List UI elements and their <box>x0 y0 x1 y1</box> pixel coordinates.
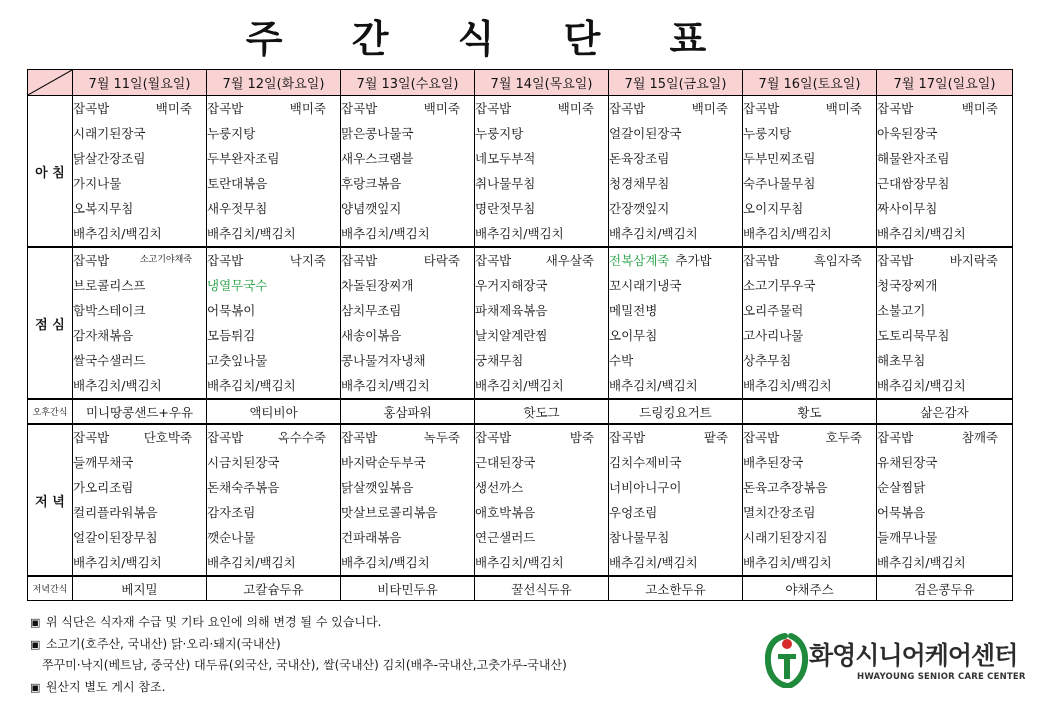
rice-porridge-line <box>877 425 1012 450</box>
menu-item: 냉열무국수 <box>207 278 268 293</box>
rice-porridge-line <box>73 425 206 450</box>
rice-porridge-line <box>475 425 608 450</box>
menu-item: 짜사이무침 <box>877 201 938 216</box>
day-header: 7월 17일(일요일) <box>877 70 1013 96</box>
snack-cell: 꿀선식두유 <box>475 576 609 601</box>
snack-cell: 검은콩두유 <box>877 576 1013 601</box>
snack-cell: 미니땅콩샌드+우유 <box>73 399 207 424</box>
menu-item: 네모두부적 <box>475 151 536 166</box>
menu-item: 두부민찌조림 <box>743 151 816 166</box>
menu-item: 백미죽 <box>423 101 460 116</box>
meal-label-breakfast: 아 침 <box>28 96 73 248</box>
menu-item: 잡곡밥 <box>73 430 110 445</box>
menu-item: 배추김치/백김치 <box>743 226 832 241</box>
rice-porridge-line <box>73 96 206 121</box>
menu-item: 잡곡밥 <box>207 430 244 445</box>
menu-item: 잡곡밥 <box>877 253 914 268</box>
rice-porridge-line <box>609 248 742 273</box>
meal-cell <box>475 247 609 399</box>
menu-item: 간장깻잎지 <box>609 201 670 216</box>
menu-item: 어묵볶음 <box>877 505 926 520</box>
menu-item: 바지락순두부국 <box>341 455 426 470</box>
menu-item: 상추무침 <box>743 353 792 368</box>
bullet-icon: ▣ <box>30 616 41 629</box>
menu-item: 시금치된장국 <box>207 455 280 470</box>
menu-item: 배추김치/백김치 <box>341 555 430 570</box>
menu-item: 누룽지탕 <box>475 126 524 141</box>
menu-item: 잡곡밥 <box>743 101 780 116</box>
menu-item: 너비아니구이 <box>609 480 682 495</box>
menu-item: 잡곡밥 <box>341 101 378 116</box>
menu-item: 수박 <box>609 353 634 368</box>
menu-item: 배추김치/백김치 <box>877 555 966 570</box>
menu-item: 참나물무침 <box>609 530 670 545</box>
menu-item: 오복지무침 <box>73 201 134 216</box>
menu-item: 팥죽 <box>703 430 728 445</box>
menu-item: 소고기야채죽 <box>139 255 192 265</box>
menu-item: 백미죽 <box>155 101 192 116</box>
menu-item: 배추김치/백김치 <box>475 555 564 570</box>
menu-item: 해초무침 <box>877 353 926 368</box>
snack-cell: 야채주스 <box>743 576 877 601</box>
menu-item: 단호박죽 <box>143 430 192 445</box>
menu-item: 후랑크볶음 <box>341 176 402 191</box>
menu-item: 컬리플라워볶음 <box>73 505 158 520</box>
menu-item: 흑임자죽 <box>813 253 862 268</box>
meal-cell <box>877 424 1013 576</box>
menu-item: 배추김치/백김치 <box>877 226 966 241</box>
menu-item: 감자조림 <box>207 505 256 520</box>
lunch-row <box>28 247 1013 399</box>
menu-item: 배추김치/백김치 <box>341 226 430 241</box>
menu-item: 배추김치/백김치 <box>475 378 564 393</box>
snack-label-afternoon: 오후간식 <box>28 399 73 424</box>
menu-item: 잡곡밥 <box>609 430 646 445</box>
meal-cell <box>609 247 743 399</box>
menu-item: 숙주나물무침 <box>743 176 816 191</box>
rice-porridge-line <box>609 425 742 450</box>
center-logo <box>765 632 1026 690</box>
hy-logo-icon <box>765 632 809 688</box>
menu-item: 백미죽 <box>289 101 326 116</box>
menu-item: 맛살브로콜리볶음 <box>341 505 438 520</box>
meal-cell <box>341 96 475 248</box>
menu-item: 배추김치/백김치 <box>475 226 564 241</box>
menu-item: 전복삼계죽 <box>609 253 670 268</box>
menu-item: 들깨무나물 <box>877 530 938 545</box>
menu-item: 얼갈이된장국 <box>609 126 682 141</box>
note-line: ▣ 소고기(호주산, 국내산) 닭·오리·돼지(국내산) <box>30 634 567 656</box>
menu-item: 오리주물럭 <box>743 303 804 318</box>
snack-cell: 고소한두유 <box>609 576 743 601</box>
menu-item: 잡곡밥 <box>475 253 512 268</box>
note-line: ▣ 원산지 별도 게시 참조. <box>30 677 567 699</box>
menu-item: 소고기무우국 <box>743 278 816 293</box>
day-header: 7월 16일(토요일) <box>743 70 877 96</box>
menu-item: 돈육고추장볶음 <box>743 480 828 495</box>
meal-cell <box>877 247 1013 399</box>
menu-item: 배추김치/백김치 <box>609 555 698 570</box>
menu-item: 함박스테이크 <box>73 303 146 318</box>
menu-item: 파채제육볶음 <box>475 303 548 318</box>
menu-item: 밤죽 <box>569 430 594 445</box>
menu-item: 애호박볶음 <box>475 505 536 520</box>
menu-item: 두부완자조림 <box>207 151 280 166</box>
menu-item: 가오리조림 <box>73 480 134 495</box>
menu-item: 잡곡밥 <box>207 101 244 116</box>
menu-item: 호두죽 <box>825 430 862 445</box>
menu-item: 참깨죽 <box>961 430 998 445</box>
menu-item: 꼬시래기냉국 <box>609 278 682 293</box>
menu-item: 잡곡밥 <box>609 101 646 116</box>
menu-item: 시래기된장국 <box>73 126 146 141</box>
menu-item: 김치수제비국 <box>609 455 682 470</box>
menu-item: 닭살간장조림 <box>73 151 146 166</box>
menu-item: 잡곡밥 <box>341 430 378 445</box>
menu-item: 유채된장국 <box>877 455 938 470</box>
menu-item: 얼갈이된장무침 <box>73 530 158 545</box>
meal-cell <box>877 96 1013 248</box>
menu-item: 차돌된장찌개 <box>341 278 414 293</box>
menu-item: 잡곡밥 <box>73 101 110 116</box>
menu-item: 백미죽 <box>961 101 998 116</box>
menu-item: 날치알계란찜 <box>475 328 548 343</box>
menu-item: 배추김치/백김치 <box>743 555 832 570</box>
snack-cell: 황도 <box>743 399 877 424</box>
menu-item: 깻순나물 <box>207 530 256 545</box>
menu-item: 브로콜리스프 <box>73 278 146 293</box>
menu-item: 명란젓무침 <box>475 201 536 216</box>
meal-cell <box>73 424 207 576</box>
menu-item: 잡곡밥 <box>207 253 244 268</box>
rice-porridge-line <box>475 248 608 273</box>
dinner-row <box>28 424 1013 576</box>
day-header: 7월 11일(월요일) <box>73 70 207 96</box>
menu-item: 쌀국수샐러드 <box>73 353 146 368</box>
menu-item: 배추김치/백김치 <box>609 378 698 393</box>
menu-item: 근대쌈장무침 <box>877 176 950 191</box>
menu-item: 오이무침 <box>609 328 658 343</box>
menu-item: 추가밥 <box>675 253 712 268</box>
menu-item: 감자채볶음 <box>73 328 134 343</box>
snack-cell: 베지밀 <box>73 576 207 601</box>
menu-item: 잡곡밥 <box>877 430 914 445</box>
meal-cell <box>341 247 475 399</box>
corner-cell <box>28 70 73 96</box>
menu-item: 새송이볶음 <box>341 328 402 343</box>
rice-porridge-line <box>341 248 474 273</box>
menu-item: 생선까스 <box>475 480 524 495</box>
menu-item: 들깨무채국 <box>73 455 134 470</box>
rice-porridge-line <box>207 96 340 121</box>
menu-item: 가지나물 <box>73 176 122 191</box>
menu-item: 배추김치/백김치 <box>73 226 162 241</box>
menu-item: 청경채무침 <box>609 176 670 191</box>
meal-cell <box>743 247 877 399</box>
logo-subtitle: HWAYOUNG SENIOR CARE CENTER <box>857 672 1026 682</box>
menu-item: 순살찜닭 <box>877 480 926 495</box>
menu-item: 배추김치/백김치 <box>207 555 296 570</box>
menu-item: 백미죽 <box>691 101 728 116</box>
snack-label-evening: 저녁간식 <box>28 576 73 601</box>
menu-item: 잡곡밥 <box>475 430 512 445</box>
menu-item: 배추김치/백김치 <box>743 378 832 393</box>
meal-cell <box>743 424 877 576</box>
menu-item: 모듬튀김 <box>207 328 256 343</box>
meal-cell <box>73 247 207 399</box>
meal-cell <box>609 424 743 576</box>
rice-porridge-line <box>743 96 876 121</box>
menu-item: 우엉조림 <box>609 505 658 520</box>
menu-item: 근대된장국 <box>475 455 536 470</box>
menu-item: 해물완자조림 <box>877 151 950 166</box>
menu-item: 누룽지탕 <box>743 126 792 141</box>
menu-item: 새우살죽 <box>545 253 594 268</box>
weekly-menu-table <box>27 69 1013 601</box>
menu-item: 타락죽 <box>423 253 460 268</box>
snack-cell: 고칼슘두유 <box>207 576 341 601</box>
menu-item: 고사리나물 <box>743 328 804 343</box>
menu-item: 양념깻잎지 <box>341 201 402 216</box>
menu-item: 잡곡밥 <box>73 253 110 268</box>
menu-item: 연근샐러드 <box>475 530 536 545</box>
menu-item: 배추김치/백김치 <box>341 378 430 393</box>
menu-item: 잡곡밥 <box>877 101 914 116</box>
menu-item: 잡곡밥 <box>743 253 780 268</box>
menu-item: 어묵볶이 <box>207 303 256 318</box>
rice-porridge-line <box>609 96 742 121</box>
menu-item: 배추김치/백김치 <box>73 378 162 393</box>
meal-cell <box>475 424 609 576</box>
note-line: ▣ 위 식단은 식자재 수급 및 기타 요인에 의해 변경 될 수 있습니다. <box>30 612 567 634</box>
menu-item: 취나물무침 <box>475 176 536 191</box>
meal-cell <box>73 96 207 248</box>
snack-cell: 액티비아 <box>207 399 341 424</box>
menu-item: 배추김치/백김치 <box>609 226 698 241</box>
day-header: 7월 14일(목요일) <box>475 70 609 96</box>
snack-cell: 비타민두유 <box>341 576 475 601</box>
afternoon-snack-row <box>28 399 1013 424</box>
menu-item: 백미죽 <box>825 101 862 116</box>
snack-cell: 홍삼파워 <box>341 399 475 424</box>
menu-item: 우거지해장국 <box>475 278 548 293</box>
note-line: 쭈꾸미·낙지(베트남, 중국산) 대두류(외국산, 국내산), 쌀(국내산) 김치(배추-국내산,고춧가루-국내산) <box>42 658 567 672</box>
logo-name: 화영시니어케어센터 <box>809 641 1018 670</box>
meal-cell <box>341 424 475 576</box>
meal-cell <box>743 96 877 248</box>
menu-item: 백미죽 <box>557 101 594 116</box>
rice-porridge-line <box>475 96 608 121</box>
menu-item: 맑은콩나물국 <box>341 126 414 141</box>
menu-item: 고춧잎나물 <box>207 353 268 368</box>
rice-porridge-line <box>743 425 876 450</box>
day-header: 7월 13일(수요일) <box>341 70 475 96</box>
menu-item: 멸치간장조림 <box>743 505 816 520</box>
menu-item: 돈육장조림 <box>609 151 670 166</box>
snack-cell: 삶은감자 <box>877 399 1013 424</box>
rice-porridge-line <box>341 96 474 121</box>
snack-cell: 핫도그 <box>475 399 609 424</box>
menu-item: 잡곡밥 <box>341 253 378 268</box>
menu-item: 건파래볶음 <box>341 530 402 545</box>
rice-porridge-line <box>877 96 1012 121</box>
rice-porridge-line <box>743 248 876 273</box>
menu-item: 새우젓무침 <box>207 201 268 216</box>
evening-snack-row <box>28 576 1013 601</box>
menu-item: 누룽지탕 <box>207 126 256 141</box>
breakfast-row <box>28 96 1013 248</box>
meal-label-dinner: 저 녁 <box>28 424 73 576</box>
menu-item: 메밀전병 <box>609 303 658 318</box>
menu-item: 바지락죽 <box>949 253 998 268</box>
menu-item: 녹두죽 <box>423 430 460 445</box>
meal-cell <box>207 96 341 248</box>
rice-porridge-line <box>207 425 340 450</box>
menu-item: 옥수수죽 <box>277 430 326 445</box>
bullet-icon: ▣ <box>30 680 41 694</box>
menu-item: 콩나물겨자냉채 <box>341 353 426 368</box>
menu-item: 소불고기 <box>877 303 926 318</box>
bullet-icon: ▣ <box>30 637 41 651</box>
day-header: 7월 15일(금요일) <box>609 70 743 96</box>
menu-item: 돈채숙주볶음 <box>207 480 280 495</box>
menu-item: 아욱된장국 <box>877 126 938 141</box>
menu-item: 오이지무침 <box>743 201 804 216</box>
meal-label-lunch: 점 심 <box>28 247 73 399</box>
menu-item: 배추된장국 <box>743 455 804 470</box>
menu-item: 배추김치/백김치 <box>877 378 966 393</box>
menu-item: 닭살깻잎볶음 <box>341 480 414 495</box>
snack-cell: 드링킹요거트 <box>609 399 743 424</box>
menu-item: 잡곡밥 <box>475 101 512 116</box>
meal-cell <box>609 96 743 248</box>
menu-item: 삼치무조림 <box>341 303 402 318</box>
meal-cell <box>207 424 341 576</box>
menu-item: 새우스크램블 <box>341 151 414 166</box>
menu-item: 도토리묵무침 <box>877 328 950 343</box>
day-header: 7월 12일(화요일) <box>207 70 341 96</box>
meal-cell <box>207 247 341 399</box>
notes <box>30 612 567 698</box>
menu-item: 낙지죽 <box>289 253 326 268</box>
rice-porridge-line <box>341 425 474 450</box>
menu-item: 궁채무침 <box>475 353 524 368</box>
rice-porridge-line <box>207 248 340 273</box>
menu-item: 배추김치/백김치 <box>207 378 296 393</box>
meal-cell <box>475 96 609 248</box>
rice-porridge-line <box>877 248 1012 273</box>
menu-item: 잡곡밥 <box>743 430 780 445</box>
menu-item: 배추김치/백김치 <box>207 226 296 241</box>
menu-item: 토란대볶음 <box>207 176 268 191</box>
rice-porridge-line <box>73 248 206 273</box>
page-title: 주 간 식 단 표 <box>245 17 735 61</box>
menu-item: 청국장찌개 <box>877 278 938 293</box>
header-row <box>28 70 1013 96</box>
menu-item: 시래기된장지짐 <box>743 530 828 545</box>
menu-item: 배추김치/백김치 <box>73 555 162 570</box>
